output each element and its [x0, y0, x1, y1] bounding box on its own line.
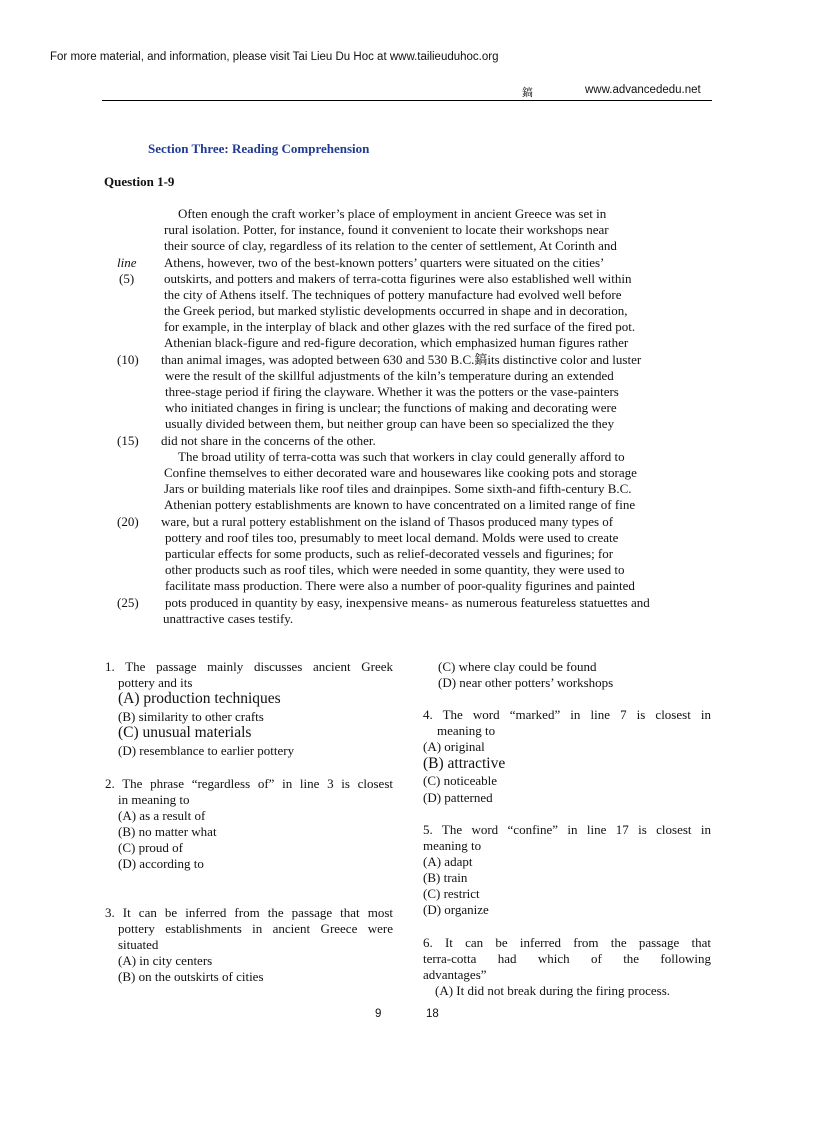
question-2-option-b[interactable]: (B) no matter what	[118, 824, 217, 839]
question-3-option-d[interactable]: (D) near other potters’ workshops	[438, 675, 614, 690]
question-3-option-c[interactable]: (C) where clay could be found	[438, 659, 597, 674]
passage-line: Athenian black-figure and red-figure decoration, which emphasized human figures rather	[164, 335, 629, 350]
question-4-option-c[interactable]: (C) noticeable	[423, 773, 497, 788]
passage-line: Athenian pottery establishments are known to have concentrated on a limited range of fine	[164, 497, 636, 512]
question-4-option-a[interactable]: (A) original	[423, 739, 485, 754]
question-5-stem: 5. The word “confine” in line 17 is closest in	[423, 822, 711, 837]
question-1-option-c[interactable]: (C) unusual materials	[118, 724, 252, 741]
question-1-stem-cont: pottery and its	[118, 675, 193, 690]
passage-line: outskirts, and potters and makers of terra-cotta figurines were also established well within	[164, 271, 632, 286]
passage-line: who initiated changes in firing is unclear; the functions of making and decorating were	[165, 400, 617, 415]
passage-line: facilitate mass production. There were also a number of poor-quality figurines and painted	[165, 578, 635, 593]
passage-line: the Greek period, but marked stylistic developments occurred in shape and in decoration,	[164, 303, 628, 318]
line-marker: (20)	[117, 514, 139, 529]
header-site-url: www.advancededu.net	[585, 84, 701, 96]
line-marker: (15)	[117, 433, 139, 448]
passage-line: Athens, however, two of the best-known potters’ quarters were situated on the cities’	[164, 255, 605, 270]
question-5-stem-cont: meaning to	[423, 838, 482, 853]
question-6-stem-cont: advantages”	[423, 967, 487, 982]
question-5-option-b[interactable]: (B) train	[423, 870, 468, 885]
question-5-option-d[interactable]: (D) organize	[423, 902, 489, 917]
question-6-stem-cont: terra-cotta had which of the following	[423, 951, 711, 966]
question-2-stem: 2. The phrase “regardless of” in line 3 is closest	[105, 776, 393, 791]
passage-line: other products such as roof tiles, which were needed in some quantity, they were used to	[165, 562, 625, 577]
question-5-option-a[interactable]: (A) adapt	[423, 854, 473, 869]
passage-line: were the result of the skillful adjustments of the kiln’s temperature during an extended	[165, 368, 614, 383]
question-2-stem-cont: in meaning to	[118, 792, 190, 807]
question-3-stem-cont: pottery establishments in ancient Greece were	[118, 921, 393, 936]
question-6-option-a[interactable]: (A) It did not break during the firing process.	[435, 983, 671, 998]
question-4-stem-cont: meaning to	[437, 723, 496, 738]
section-title: Section Three: Reading Comprehension	[148, 141, 370, 156]
question-range: Question 1-9	[104, 174, 175, 189]
line-marker: (10)	[117, 352, 139, 367]
question-3-option-b[interactable]: (B) on the outskirts of cities	[118, 969, 264, 984]
question-4-option-d[interactable]: (D) patterned	[423, 790, 493, 805]
top-note: For more material, and information, please visit Tai Lieu Du Hoc at www.tailieuduhoc.org	[50, 51, 499, 63]
question-1-stem: 1. The passage mainly discusses ancient Greek	[105, 659, 393, 674]
passage-line: unattractive cases testify.	[163, 611, 294, 626]
question-1-option-d[interactable]: (D) resemblance to earlier pottery	[118, 743, 295, 758]
line-marker: line	[117, 255, 137, 270]
question-2-option-a[interactable]: (A) as a result of	[118, 808, 206, 823]
passage-line: three-stage period if firing the clayware. Whether it was the potters or the vase-painters	[165, 384, 619, 399]
passage-line: than animal images, was adopted between 630 and 530 B.C.鎬its distinctive color and luster	[161, 352, 642, 367]
question-6-stem: 6. It can be inferred from the passage that	[423, 935, 711, 950]
passage-line: Often enough the craft worker’s place of employment in ancient Greece was set in	[178, 206, 607, 221]
passage-line: particular effects for some products, such as relief-decorated vessels and figurines; for	[165, 546, 614, 561]
header-glyph: 鎬	[522, 86, 533, 99]
question-4-option-b[interactable]: (B) attractive	[423, 755, 506, 772]
question-3-option-a[interactable]: (A) in city centers	[118, 953, 213, 968]
passage-line: pots produced in quantity by easy, inexpensive means- as numerous featureless statuettes and	[165, 595, 650, 610]
question-5-option-c[interactable]: (C) restrict	[423, 886, 480, 901]
passage-line: for example, in the interplay of black and other glazes with the red surface of the fired pot.	[164, 319, 636, 334]
passage-line: rural isolation. Potter, for instance, found it convenient to locate their workshops near	[164, 222, 609, 237]
passage-line: ware, but a rural pottery establishment on the island of Thasos produced many types of	[161, 514, 614, 529]
passage-line: The broad utility of terra-cotta was such that workers in clay could generally afford to	[178, 449, 625, 464]
question-3-stem-cont: situated	[118, 937, 159, 952]
page-number-left: 9	[375, 1008, 382, 1020]
page-number-right: 18	[426, 1008, 439, 1020]
question-2-option-c[interactable]: (C) proud of	[118, 840, 183, 855]
passage-line: the city of Athens itself. The techniques of pottery manufacture had evolved well before	[164, 287, 622, 302]
question-2-option-d[interactable]: (D) according to	[118, 856, 204, 871]
passage-line: did not share in the concerns of the other.	[161, 433, 376, 448]
passage-line: usually divided between them, but neither group can have been so specialized the they	[165, 416, 615, 431]
question-1-option-b[interactable]: (B) similarity to other crafts	[118, 709, 264, 724]
question-4-stem: 4. The word “marked” in line 7 is closest in	[423, 707, 711, 722]
line-marker: (25)	[117, 595, 139, 610]
passage-line: pottery and roof tiles too, presumably to meet local demand. Molds were used to create	[165, 530, 619, 545]
passage-line: Confine themselves to either decorated ware and housewares like cooking pots and storage	[164, 465, 637, 480]
question-3-stem: 3. It can be inferred from the passage that most	[105, 905, 393, 920]
header-rule	[102, 100, 712, 101]
question-1-option-a[interactable]: (A) production techniques	[118, 690, 281, 707]
passage-line: Jars or building materials like roof tiles and drainpipes. Some sixth-and fifth-century B.C.	[164, 481, 632, 496]
passage-line: their source of clay, regardless of its relation to the center of settlement, At Corinth and	[164, 238, 617, 253]
line-marker: (5)	[119, 271, 135, 286]
